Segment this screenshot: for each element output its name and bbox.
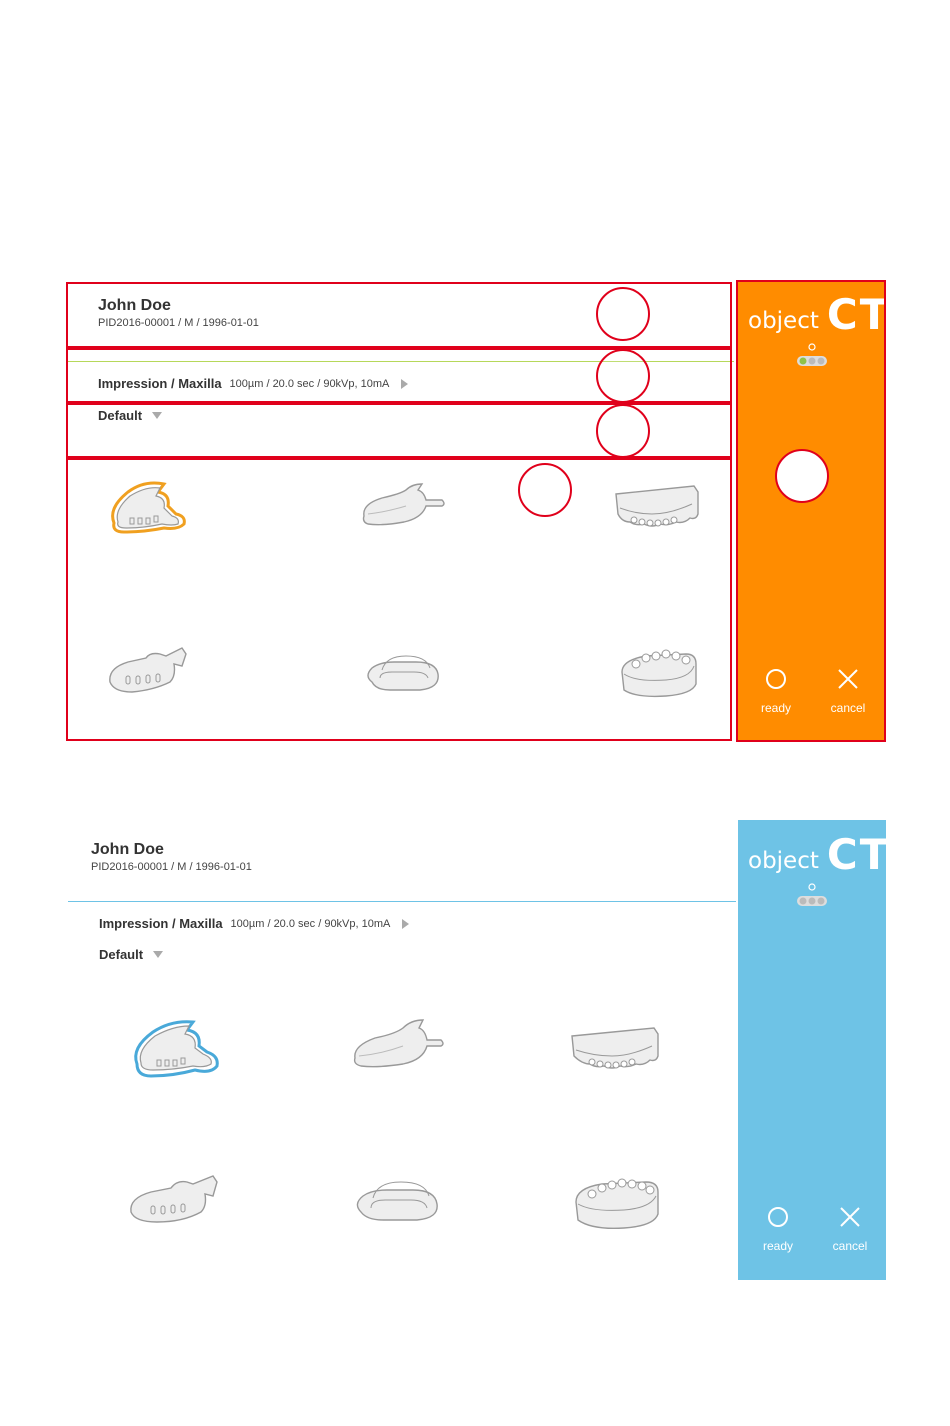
circle-icon [765, 1204, 791, 1230]
object-mandible-impression[interactable] [341, 1006, 451, 1086]
protocol-name: Impression / Maxilla [99, 916, 223, 931]
cancel-label: cancel [830, 701, 866, 715]
cancel-button[interactable] [820, 1204, 880, 1253]
ready-label: ready [762, 1239, 794, 1253]
preset-label: Default [98, 408, 143, 423]
object-arch-tray[interactable] [341, 1160, 451, 1240]
marker-circle [596, 404, 650, 458]
mandible-impression-tray-icon [341, 1006, 451, 1086]
brand-mark: CT [826, 290, 891, 339]
patient-meta: PID2016-00001 / M / 1996-01-01 [91, 861, 252, 873]
marker-circle [596, 349, 650, 403]
side-panel [738, 820, 891, 1280]
protocol-params: 100µm / 20.0 sec / 90kVp, 10mA [230, 917, 391, 930]
brand-mark: CT [826, 830, 891, 879]
maxilla-impression-tray-icon [121, 1006, 231, 1086]
brand-logo [748, 830, 891, 879]
protocol-row[interactable] [99, 916, 409, 931]
radiation-status-icon [794, 882, 830, 908]
marker-circle [518, 463, 572, 517]
close-icon [837, 1204, 863, 1230]
patient-name: John Doe [98, 297, 171, 314]
marker-circle [596, 287, 650, 341]
protocol-params: 100µm / 20.0 sec / 90kVp, 10mA [229, 377, 390, 390]
ready-label: ready [760, 701, 792, 715]
annotated-screen [66, 280, 891, 742]
maxilla-denture-icon [564, 1006, 674, 1086]
marker-circle [775, 449, 829, 503]
chevron-down-icon [153, 951, 163, 958]
brand-word: object [748, 308, 819, 334]
arch-tray-icon [341, 1160, 451, 1240]
protocol-name: Impression / Maxilla [98, 376, 222, 391]
play-icon[interactable] [402, 919, 409, 929]
patient-meta: PID2016-00001 / M / 1996-01-01 [98, 317, 259, 329]
main-panel [66, 820, 734, 1280]
object-bite-tray[interactable] [121, 1160, 231, 1240]
object-maxilla-denture[interactable] [564, 1006, 674, 1086]
dental-model-icon [564, 1160, 674, 1240]
object-dental-model[interactable] [564, 1160, 674, 1240]
callout-object-grid [66, 458, 732, 741]
ready-button[interactable] [748, 1204, 808, 1253]
cancel-label: cancel [832, 1239, 868, 1253]
object-ct-screen [66, 820, 891, 1280]
preset-label: Default [99, 947, 144, 962]
patient-name: John Doe [91, 841, 164, 858]
preset-dropdown[interactable] [99, 947, 163, 962]
callout-side-panel [736, 280, 886, 742]
bite-tray-icon [121, 1160, 231, 1240]
header-divider [68, 901, 736, 902]
brand-word: object [748, 848, 819, 874]
object-maxilla-impression[interactable] [121, 1006, 231, 1086]
